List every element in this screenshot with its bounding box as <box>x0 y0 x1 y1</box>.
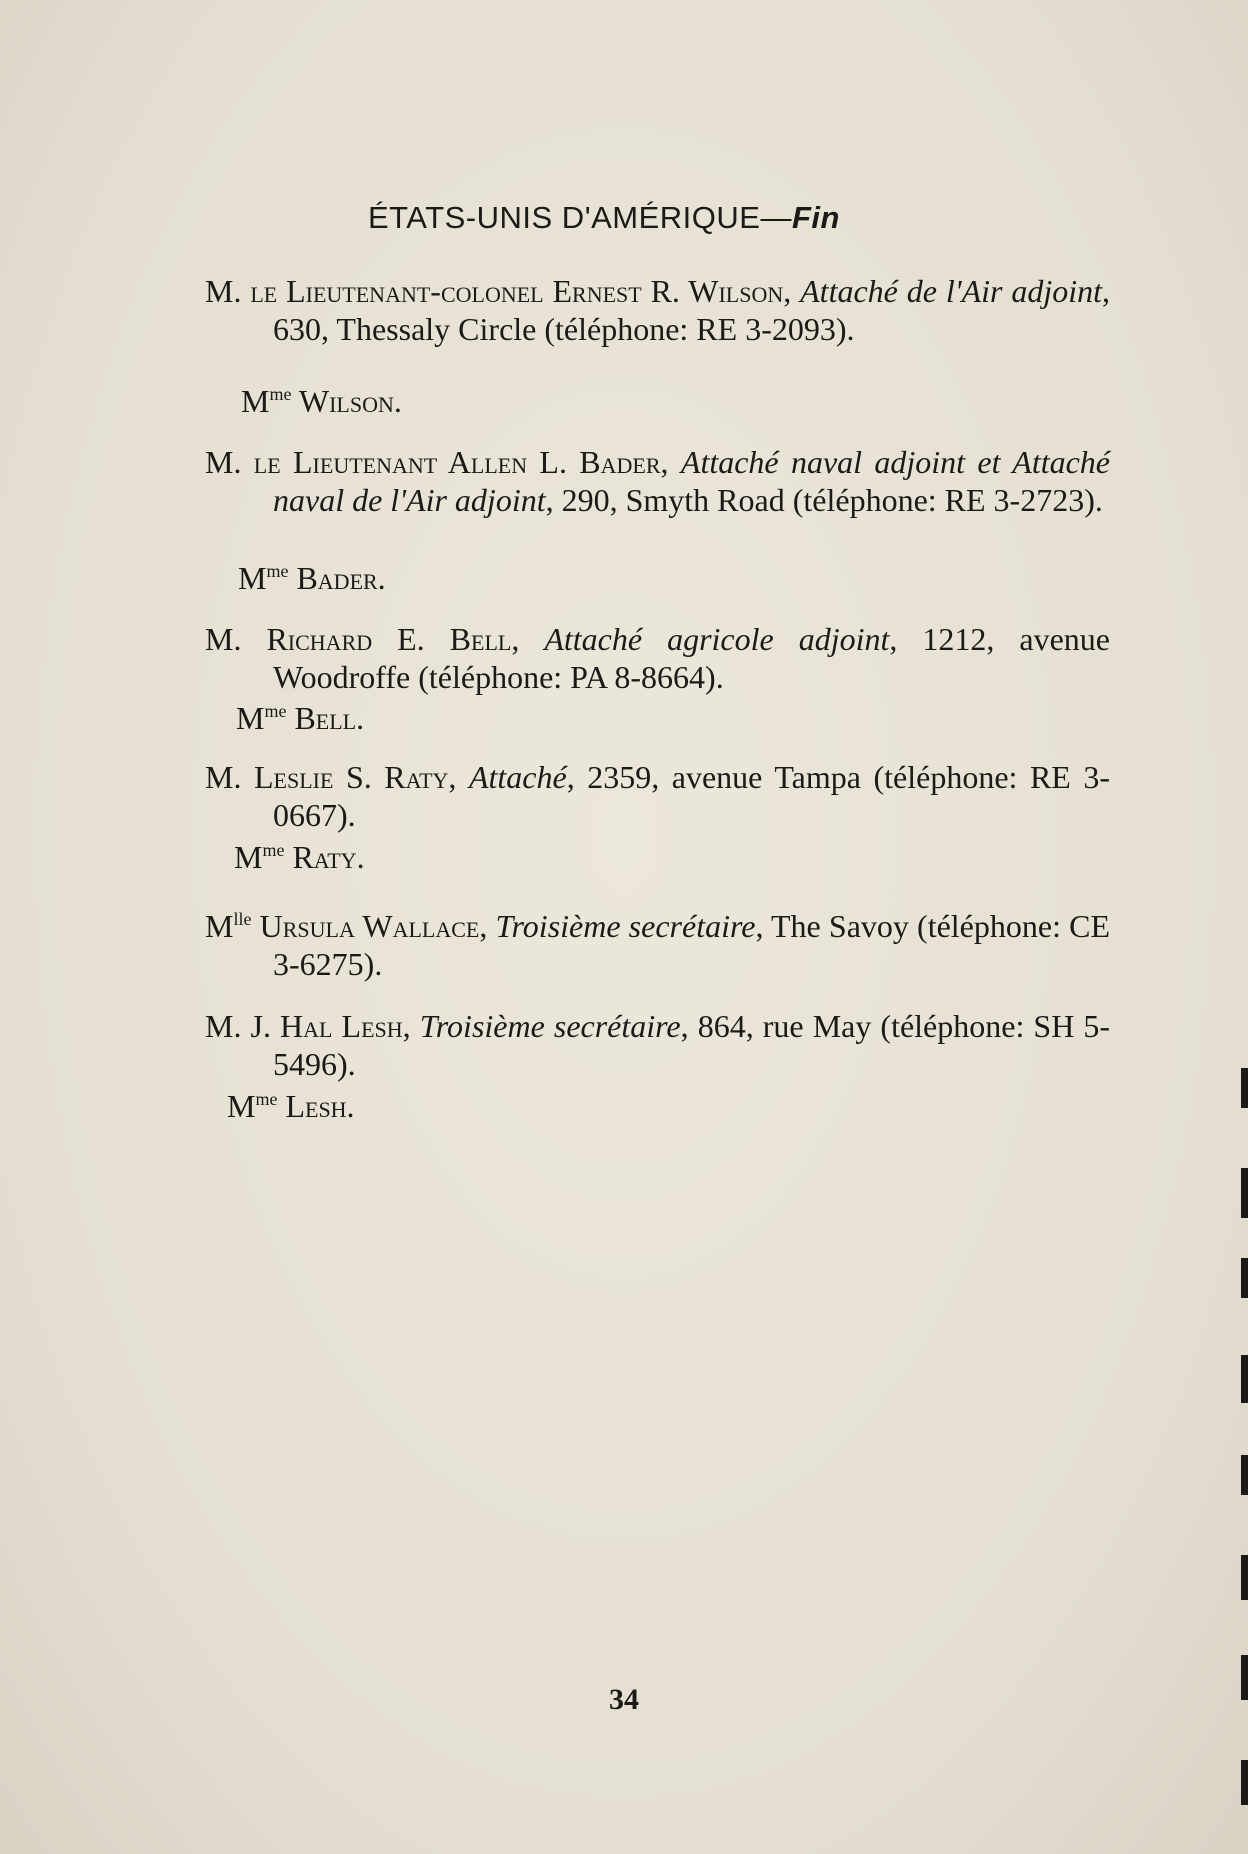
entry-name: Leslie S. Raty <box>254 759 449 795</box>
spouse-line <box>241 375 402 420</box>
directory-entry <box>205 272 1110 348</box>
spouse-name: Bader. <box>288 560 386 596</box>
header-suffix: Fin <box>791 200 840 235</box>
spouse-name: Lesh. <box>277 1088 355 1124</box>
binding-mark <box>1241 1068 1248 1108</box>
entry-prefix-superscript: lle <box>233 909 252 929</box>
entry-prefix: M. <box>205 1008 251 1044</box>
spouse-prefix: M <box>236 700 265 736</box>
binding-mark <box>1241 1258 1248 1298</box>
entry-address: , 630, Thessaly Circle (téléphone: RE 3-2093). <box>273 273 1111 347</box>
entry-separator: , <box>402 1008 420 1044</box>
entry-separator: , <box>479 908 496 944</box>
entry-separator: , <box>448 759 469 795</box>
entry-title: Troisième secrétaire <box>419 1008 681 1044</box>
entry-name: Ursula Wallace <box>259 908 480 944</box>
binding-mark <box>1241 1655 1248 1700</box>
entry-name: le Lieutenant-colonel Ernest R. Wilson <box>250 273 784 309</box>
entry-title: Attaché naval adjoint et Attaché naval de l'Air adjoint <box>273 444 1111 518</box>
entry-address: , 864, rue May (téléphone: SH 5-5496). <box>273 1008 1111 1082</box>
spouse-prefix-superscript: me <box>255 1089 278 1109</box>
entry-title: Troisième secrétaire <box>495 908 756 944</box>
entry-separator: , <box>783 273 801 309</box>
page-number: 34 <box>609 1683 639 1716</box>
entry-prefix: M. <box>205 759 254 795</box>
entry-title: Attaché de l'Air adjoint <box>800 273 1103 309</box>
directory-entry <box>205 900 1110 983</box>
spouse-prefix-superscript: me <box>266 561 289 581</box>
binding-mark <box>1241 1760 1248 1805</box>
binding-mark <box>1241 1555 1248 1600</box>
spouse-line <box>238 552 386 597</box>
spouse-name: Bell. <box>286 700 365 736</box>
spouse-line <box>236 692 364 737</box>
directory-entry <box>205 1007 1110 1083</box>
binding-mark <box>1241 1455 1248 1495</box>
header-title: ÉTATS-UNIS D'AMÉRIQUE— <box>368 200 792 235</box>
entry-separator: , <box>660 444 681 480</box>
entry-title: Attaché <box>468 759 567 795</box>
spouse-prefix: M <box>234 839 263 875</box>
entry-prefix: M. <box>205 273 251 309</box>
spouse-prefix: M <box>241 383 270 419</box>
entry-name: J. Hal Lesh <box>250 1008 403 1044</box>
entry-separator: , <box>511 621 545 657</box>
entry-title: Attaché agricole adjoint <box>544 621 890 657</box>
binding-mark <box>1241 1355 1248 1403</box>
spouse-name: Wilson. <box>291 383 402 419</box>
entry-name: Richard E. Bell <box>266 621 512 657</box>
spouse-name: Raty. <box>284 839 365 875</box>
entry-address: , 1212, avenue Woodroffe (téléphone: PA 8-8664). <box>273 621 1110 695</box>
entry-address: , 2359, avenue Tampa (téléphone: RE 3-0667). <box>273 759 1111 833</box>
spouse-line <box>227 1080 355 1125</box>
spouse-prefix: M <box>238 560 267 596</box>
spouse-prefix-superscript: me <box>269 384 292 404</box>
directory-entry <box>205 620 1110 696</box>
entry-address: , 290, Smyth Road (téléphone: RE 3-2723). <box>545 482 1103 518</box>
spouse-line <box>234 831 365 876</box>
entry-prefix: M. <box>205 444 254 480</box>
binding-mark <box>1241 1168 1248 1218</box>
directory-entry <box>205 443 1110 519</box>
spouse-prefix: M <box>227 1088 256 1124</box>
page-header <box>368 200 840 236</box>
spouse-prefix-superscript: me <box>262 840 285 860</box>
directory-entry <box>205 758 1110 834</box>
entry-name: le Lieutenant Allen L. Bader <box>253 444 661 480</box>
entry-prefix: M <box>205 908 234 944</box>
entry-address: , The Savoy (téléphone: CE 3-6275). <box>273 908 1111 982</box>
spouse-prefix-superscript: me <box>264 701 287 721</box>
entry-prefix-space <box>251 908 259 944</box>
entry-prefix: M. <box>205 621 267 657</box>
